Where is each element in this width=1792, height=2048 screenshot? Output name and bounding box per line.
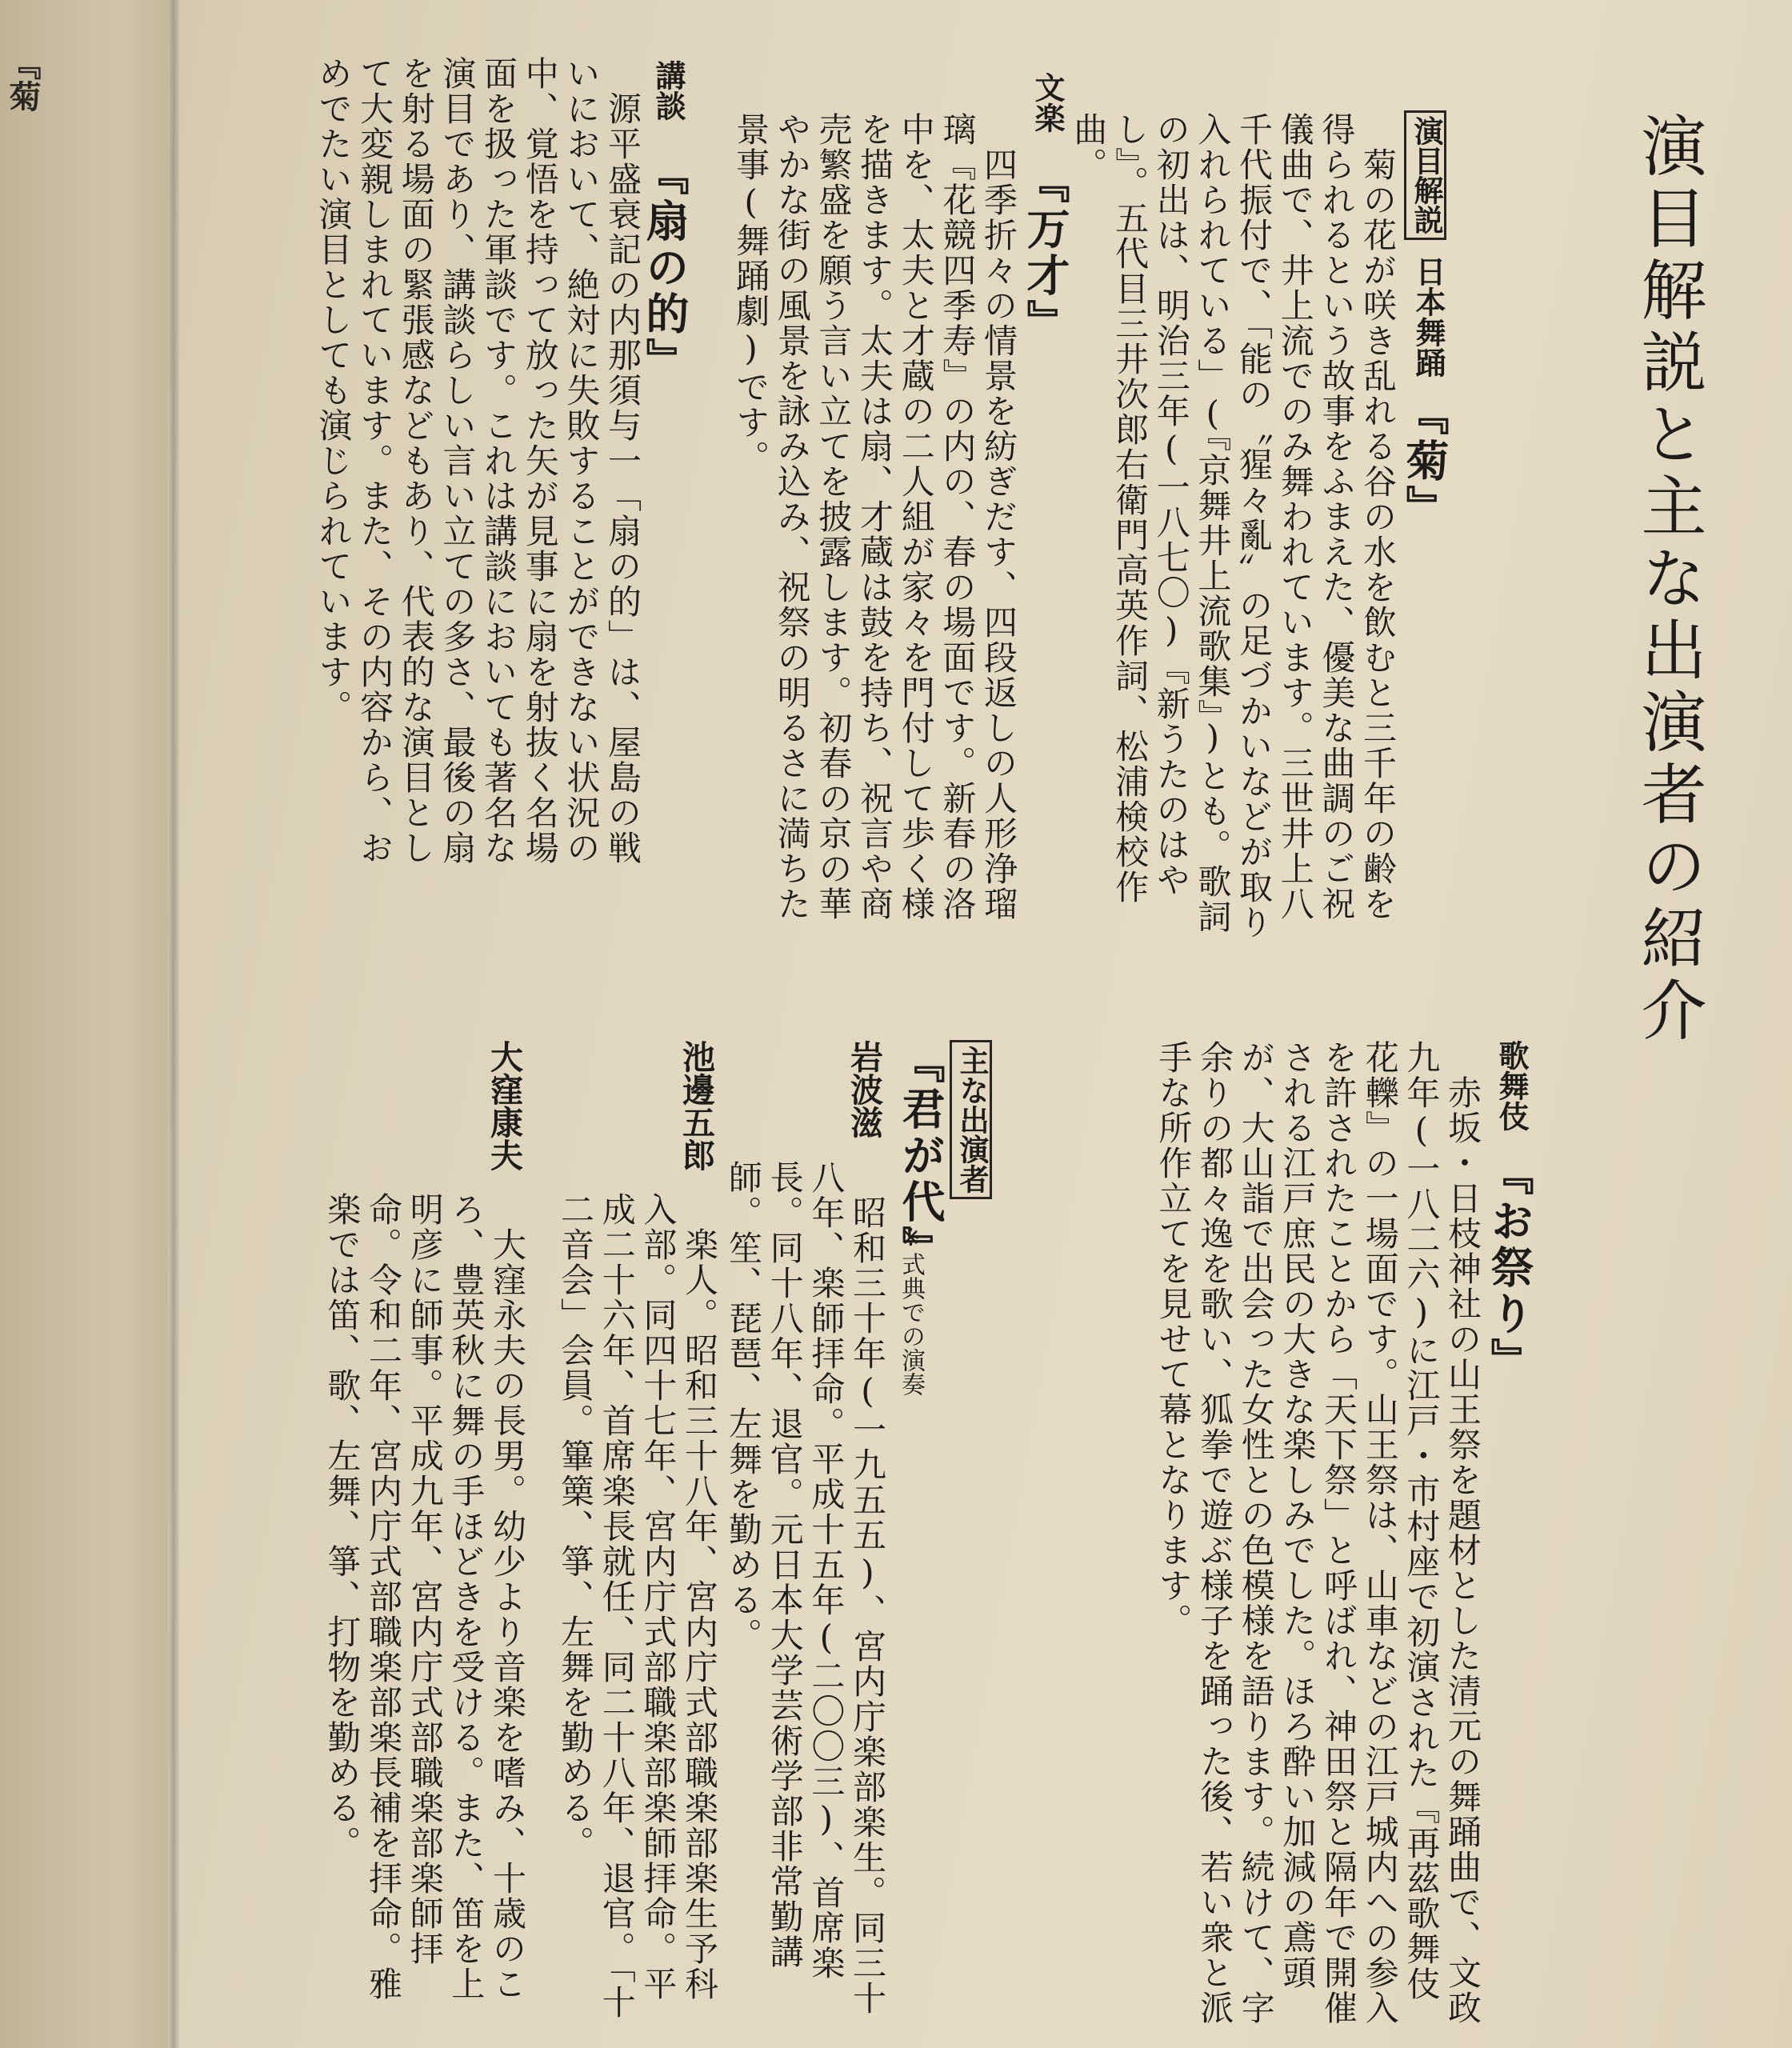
performer-bio: 昭和三十年(一九五五)、宮内庁楽部楽生。同三十八年、楽師拝命。平成十五年(二〇〇三)、首席楽長。同十八年、退官。元日本大学芸術学部非常勤講師。笙、琵琶、左舞を勤める。: [724, 1160, 887, 2016]
program-notes-tag: 演目解説: [1404, 110, 1446, 240]
facing-page: [0, 0, 168, 2048]
work-title: 『お祭り』: [1484, 1152, 1534, 1384]
genre-label: 文楽: [1030, 72, 1065, 133]
performer-bio: 大窪永夫の長男。幼少より音楽を嗜み、十歳のころ、豊英秋に舞の手ほどきを受ける。また、笛を上明彦に師事。平成九年、宮内庁式部職楽部楽師拝命。令和二年、宮内庁式部職楽部楽長補を拝命。雅楽では笛、歌、左舞、箏、打物を勤める。: [322, 1192, 527, 2002]
program-description: 四季折々の情景を紡ぎだす、四段返しの人形浄瑠璃『花競四季寿』の内の、春の場面です。新春の洛中を、太夫と才蔵の二人組が家々を門付して歩く様を描きます。太夫は扇、才蔵は鼓を持ち、祝言や商売繁盛を願う言い立てを披露します。初春の京の華やかな街の風景を詠み込み、祝祭の明るさに満ちた景事(舞踊劇)です。: [731, 112, 1018, 922]
genre-label: 講談: [650, 60, 686, 121]
performer-name: 岩波滋: [845, 1040, 883, 1138]
genre-label: 日本舞踊: [1410, 256, 1446, 378]
genre-label: 歌舞伎: [1494, 1040, 1529, 1131]
page-title: 演目解説と主な出演者の紹介: [1630, 112, 1706, 1048]
performer-name: 大窪康夫: [485, 1040, 523, 1171]
program-description: 源平盛衰記の内那須与一「扇の的」は、屋島の戦いにおいて、絶対に失敗することができない状況の中、覚悟を持って放った矢が見事に扇を射抜く名場面を扱った軍談です。これは講談においても著名な演目であり、講談らしい言い立ての多さ、最後の扇を射る場面の緊張感などもあり、代表的な演目として大変親しまれています。また、その内容から、おめでたい演目としても演じられています。: [314, 56, 642, 866]
program-description: 赤坂・日枝神社の山王祭を題材とした清元の舞踊曲で、文政九年(一八二六)に江戸・市村座で初演された『再茲歌舞伎花轢』の一場面です。山王祭は、山車などの江戸城内への参入を許されたことから「天下祭」と呼ばれ、神田祭と隔年で開催される江戸庶民の大きな楽しみでした。ほろ酔い加減の鳶頭が、大山詣で出会った女性との色模様を語ります。続けて、字余りの都々逸を歌い、狐拳で遊ぶ様子を踊った後、若い衆と派手な所作立てを見せて幕となります。: [1154, 1040, 1482, 2026]
work-title: 『万才』: [1020, 160, 1070, 346]
performers-tag: 主な出演者: [950, 1040, 992, 1199]
page-fold: [168, 0, 179, 2048]
performance-note: ※式典での演奏: [897, 1224, 925, 1396]
performer-name: 池邊五郎: [677, 1040, 715, 1171]
program-description: 菊の花が咲き乱れる谷の水を飲むと三千年の齢を得られるという故事をふまえた、優美な曲調のご祝儀曲で、井上流でのみ舞われています。三世井上八千代振付で、「能の〝猩々亂〟の足づかいなどが取り入れられている」(『京舞井上流歌集』)とも。歌詞の初出は、明治三年(一八七〇)『新うたのはやし』。五代目三井次郎右衛門高英作詞、松浦検校作曲。: [1069, 112, 1398, 940]
work-title: 『扇の的』: [639, 152, 690, 384]
performer-bio: 楽人。昭和三十八年、宮内庁式部職楽部楽生予科入部。同四十七年、宮内庁式部職楽部楽師拝命。平成二十六年、首席楽長就任、同二十八年、退官。「十二音会」会員。篳篥、箏、左舞を勤める。: [556, 1192, 719, 2020]
facing-page-title-fragment: 『菊: [4, 48, 41, 112]
work-title-kimigayo: 『君が代』: [895, 1040, 946, 1272]
work-title: 『菊』: [1399, 392, 1450, 531]
